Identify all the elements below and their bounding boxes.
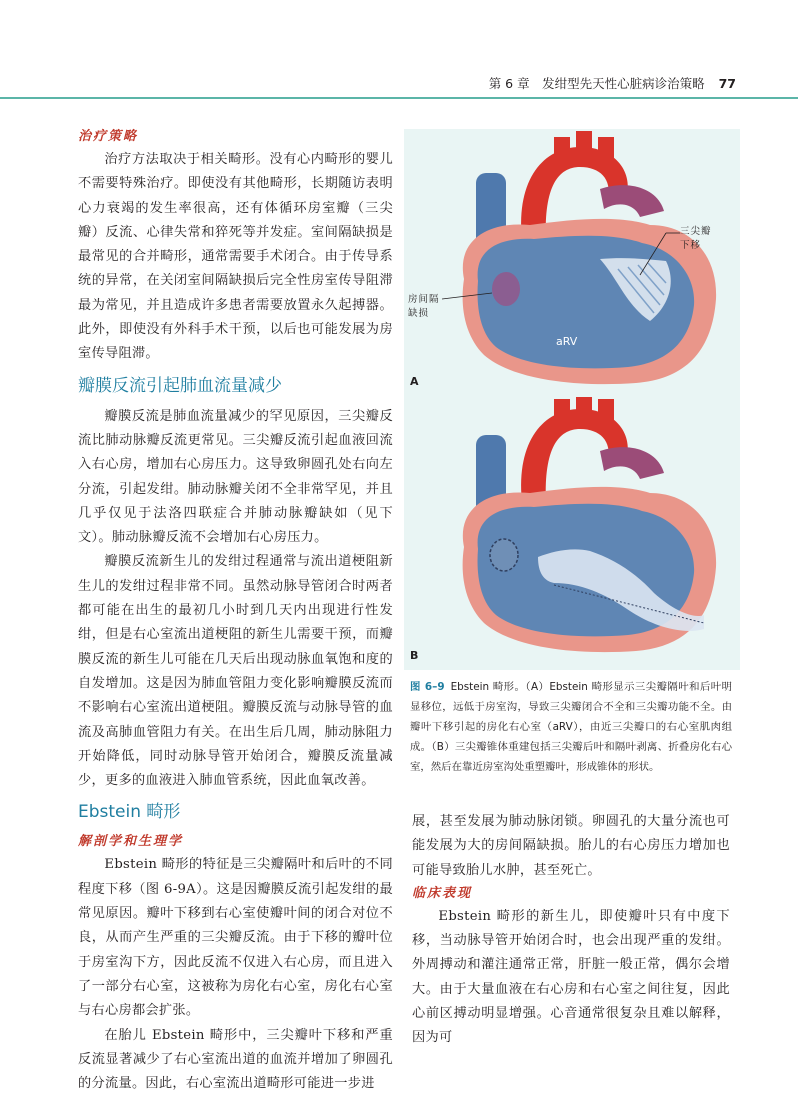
panel-a-label: A bbox=[410, 375, 419, 388]
figure-panel-b bbox=[404, 397, 740, 667]
heart-illustration-a bbox=[404, 129, 740, 387]
section-title: 瓣膜反流引起肺血流量减少 bbox=[78, 369, 393, 403]
treatment-heading: 治疗策略 bbox=[78, 126, 393, 148]
ebstein-title: Ebstein 畸形 bbox=[78, 795, 393, 829]
asd-callout: 房间隔 缺损 bbox=[408, 293, 440, 321]
right-column bbox=[412, 810, 730, 1051]
caption-text: Ebstein 畸形。（A）Ebstein 畸形显示三尖瓣隔叶和后叶明显移位，远低于房室沟，导致三尖瓣闭合不全和三尖瓣功能不全。由瓣叶下移引起的房化右心室（aRV），由近三尖瓣口的右心室肌肉组成。（B）三尖瓣锥体重建包括三尖瓣后叶和隔叶剥离、折叠房化右心室，然后在靠近房室沟处重塑瓣叶，形成锥体的形状。 bbox=[410, 681, 732, 773]
anatomy-paragraph-2: 在胎儿 Ebstein 畸形中，三尖瓣叶下移和严重反流显著减少了右心室流出道的血流并增加了卵圆孔的分流量。因此，右心室流出道畸形可能进一步进 bbox=[78, 1024, 393, 1096]
panel-b-label: B bbox=[410, 649, 418, 662]
treatment-paragraph: 治疗方法取决于相关畸形。没有心内畸形的婴儿不需要特殊治疗。即使没有其他畸形，长期随访表明心力衰竭的发生率很高，还有体循环房室瓣（三尖瓣）反流、心律失常和猝死等并发症。室间隔缺损是最常见的合并畸形，通常需要手术闭合。由于传导系统的异常，在关闭室间隔缺损后完全性房室传导阻滞最为常见，并且造成许多患者需要放置永久起搏器。此外，即使没有外科手术干预，以后也可能发展为房室传导阻滞。 bbox=[78, 148, 393, 367]
continued-paragraph: 展，甚至发展为肺动脉闭锁。卵圆孔的大量分流也可能发展为大的房间隔缺损。胎儿的右心房压力增加也可能导致胎儿水肿，甚至死亡。 bbox=[412, 810, 730, 883]
valve-paragraph-1: 瓣膜反流是肺血流量减少的罕见原因，三尖瓣反流比肺动脉瓣反流更常见。三尖瓣反流引起血液回流入右心房，增加右心房压力。这导致卵圆孔处右向左分流，引起发绀。肺动脉瓣关闭不全非常罕见，并且几乎仅见于法洛四联症合并肺动脉瓣缺如（见下文）。肺动脉瓣反流不会增加右心房压力。 bbox=[78, 405, 393, 551]
clinical-paragraph: Ebstein 畸形的新生儿，即使瓣叶只有中度下移，当动脉导管开始闭合时，也会出现严重的发绀。外周搏动和灌注通常正常，肝脏一般正常，偶尔会增大。由于大量血液在右心房和右心室之间往复，因此心前区搏动明显增强。心音通常很复杂且难以解释，因为可 bbox=[412, 905, 730, 1051]
figure-panel-a bbox=[404, 129, 740, 387]
caption-number: 图 6–9 bbox=[410, 681, 445, 693]
anatomy-heading: 解剖学和生理学 bbox=[78, 831, 393, 853]
left-column bbox=[78, 126, 393, 1096]
valve-paragraph-2: 瓣膜反流新生儿的发绀过程通常与流出道梗阻新生儿的发绀过程非常不同。虽然动脉导管闭合时两者都可能在出生的最初几小时到几天内出现进行性发绀，但是右心室流出道梗阻的新生儿需要干预，而瓣膜反流的新生儿可能在几天后出现动脉血氧饱和度的自发增加。这是因为肺血管阻力变化影响瓣膜反流而不影响右心室流出道梗阻。瓣膜反流与动脉导管的血流及高肺血管阻力有关。在出生后几周，肺动脉阻力开始降低，同时动脉导管开始闭合，瓣膜反流量减少，更多的血液进入肺血管系统，因此血氧改善。 bbox=[78, 550, 393, 793]
page-number: 77 bbox=[719, 76, 736, 91]
chapter-title: 第 6 章 发绀型先天性心脏病诊治策略 bbox=[489, 76, 705, 91]
clinical-heading: 临床表现 bbox=[412, 883, 730, 905]
running-head bbox=[489, 74, 736, 92]
heart-illustration-b bbox=[404, 397, 740, 667]
tricuspid-callout: 三尖瓣 下移 bbox=[680, 225, 712, 253]
arv-label: aRV bbox=[556, 335, 577, 348]
figure-6-9 bbox=[404, 129, 740, 670]
figure-caption bbox=[410, 677, 732, 777]
anatomy-paragraph-1: Ebstein 畸形的特征是三尖瓣隔叶和后叶的不同程度下移（图 6-9A）。这是因瓣膜反流引起发绀的最常见原因。瓣叶下移到右心室使瓣叶间的闭合对位不良，从而产生严重的三尖瓣反流。由于下移的瓣叶位于房室沟下方，因此反流不仅进入右心房，而且进入了一部分右心室，这被称为房化右心室，房化右心室与右心房都会扩张。 bbox=[78, 853, 393, 1023]
header-rule bbox=[0, 97, 798, 99]
